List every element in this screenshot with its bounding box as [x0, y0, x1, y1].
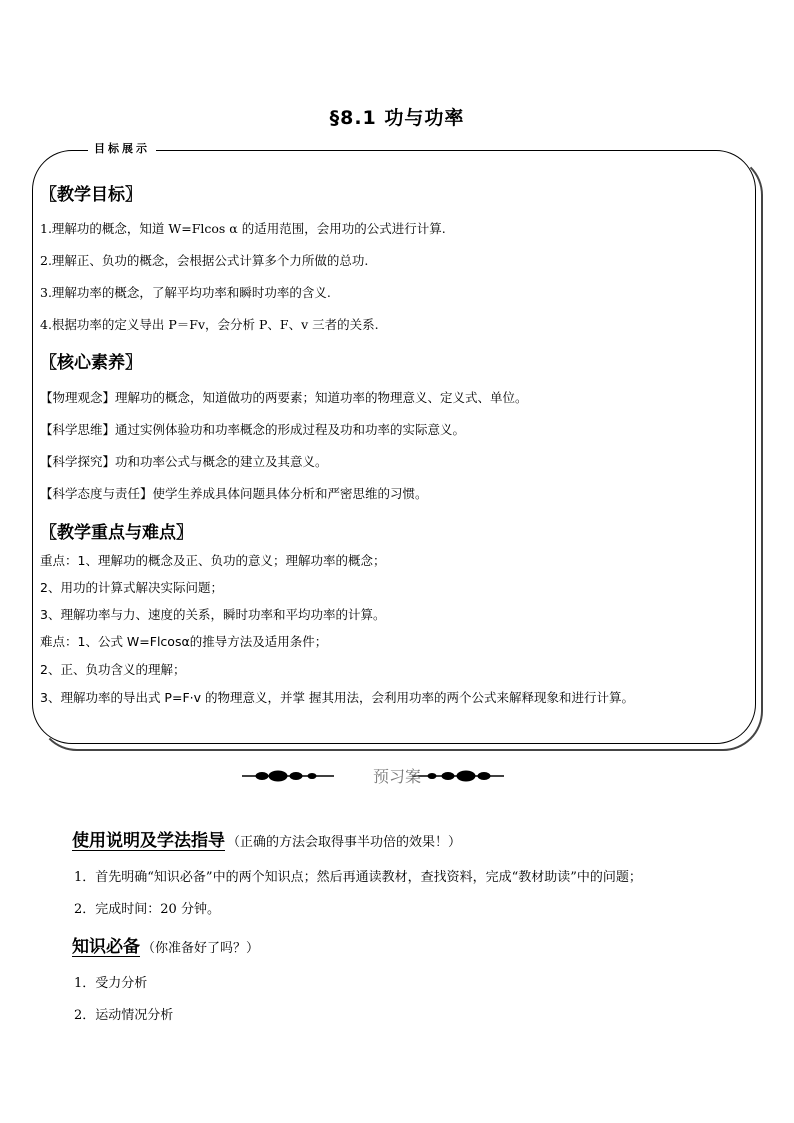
goal-item: 3.理解功率的概念，了解平均功率和瞬时功率的含义. [40, 285, 331, 300]
literacy-item: 【物理观念】理解功的概念，知道做功的两要素；知道功率的物理意义、定义式、单位。 [40, 390, 528, 405]
key-points-heading: 〖教学重点与难点〗 [40, 523, 193, 543]
literacy-item: 【科学探究】功和功率公式与概念的建立及其意义。 [40, 454, 328, 469]
key-point-item: 2、正、负功含义的理解； [40, 662, 186, 677]
core-literacy-heading: 〖核心素养〗 [40, 353, 142, 373]
literacy-item: 【科学思维】通过实例体验功和功率概念的形成过程及功和功率的实际意义。 [40, 422, 466, 437]
usage-heading-note: （正确的方法会取得事半功倍的效果！） [227, 835, 462, 850]
knowledge-heading [72, 932, 259, 957]
key-point-item: 重点：1、理解功的概念及正、负功的意义；理解功率的概念； [40, 553, 386, 568]
key-point-item: 3、理解功率的导出式 P=F·v 的物理意义，并掌 握其用法，会利用功率的两个公式来解释现象和进行计算。 [40, 690, 634, 705]
knowledge-item: 1．受力分析 [74, 976, 148, 991]
key-point-item: 3、理解功率与力、速度的关系，瞬时功率和平均功率的计算。 [40, 607, 386, 622]
literacy-item: 【科学态度与责任】使学生养成具体问题具体分析和严密思维的习惯。 [40, 486, 428, 501]
usage-heading-text: 使用说明及学法指导 [72, 831, 225, 851]
usage-item: 1．首先明确“知识必备”中的两个知识点；然后再通读教材，查找资料，完成“教材助读”中的问题； [74, 870, 642, 885]
knowledge-heading-note: （你准备好了吗？） [142, 941, 260, 956]
goal-item: 2.理解正、负功的概念，会根据公式计算多个力所做的总功. [40, 253, 369, 268]
key-point-item: 难点：1、公式 W=Flcosα的推导方法及适用条件； [40, 634, 328, 649]
preview-section-label: 预习案 [372, 767, 421, 786]
goal-item: 4.根据功率的定义导出 P＝Fv，会分析 P、F、v 三者的关系. [40, 317, 379, 332]
page-title: §8.1 功与功率 [329, 107, 465, 129]
goals-box [32, 150, 756, 744]
teaching-goals-heading: 〖教学目标〗 [40, 185, 142, 205]
key-point-item: 2、用功的计算式解决实际问题； [40, 580, 223, 595]
knowledge-heading-text: 知识必备 [72, 937, 140, 957]
usage-item: 2．完成时间：20 分钟。 [74, 902, 220, 917]
box-tag-label: 目标展示 [88, 140, 156, 156]
knowledge-item: 2．运动情况分析 [74, 1008, 174, 1023]
usage-heading [72, 826, 461, 851]
goal-item: 1.理解功的概念，知道 W=Flcos α 的适用范围，会用功的公式进行计算. [40, 221, 446, 236]
